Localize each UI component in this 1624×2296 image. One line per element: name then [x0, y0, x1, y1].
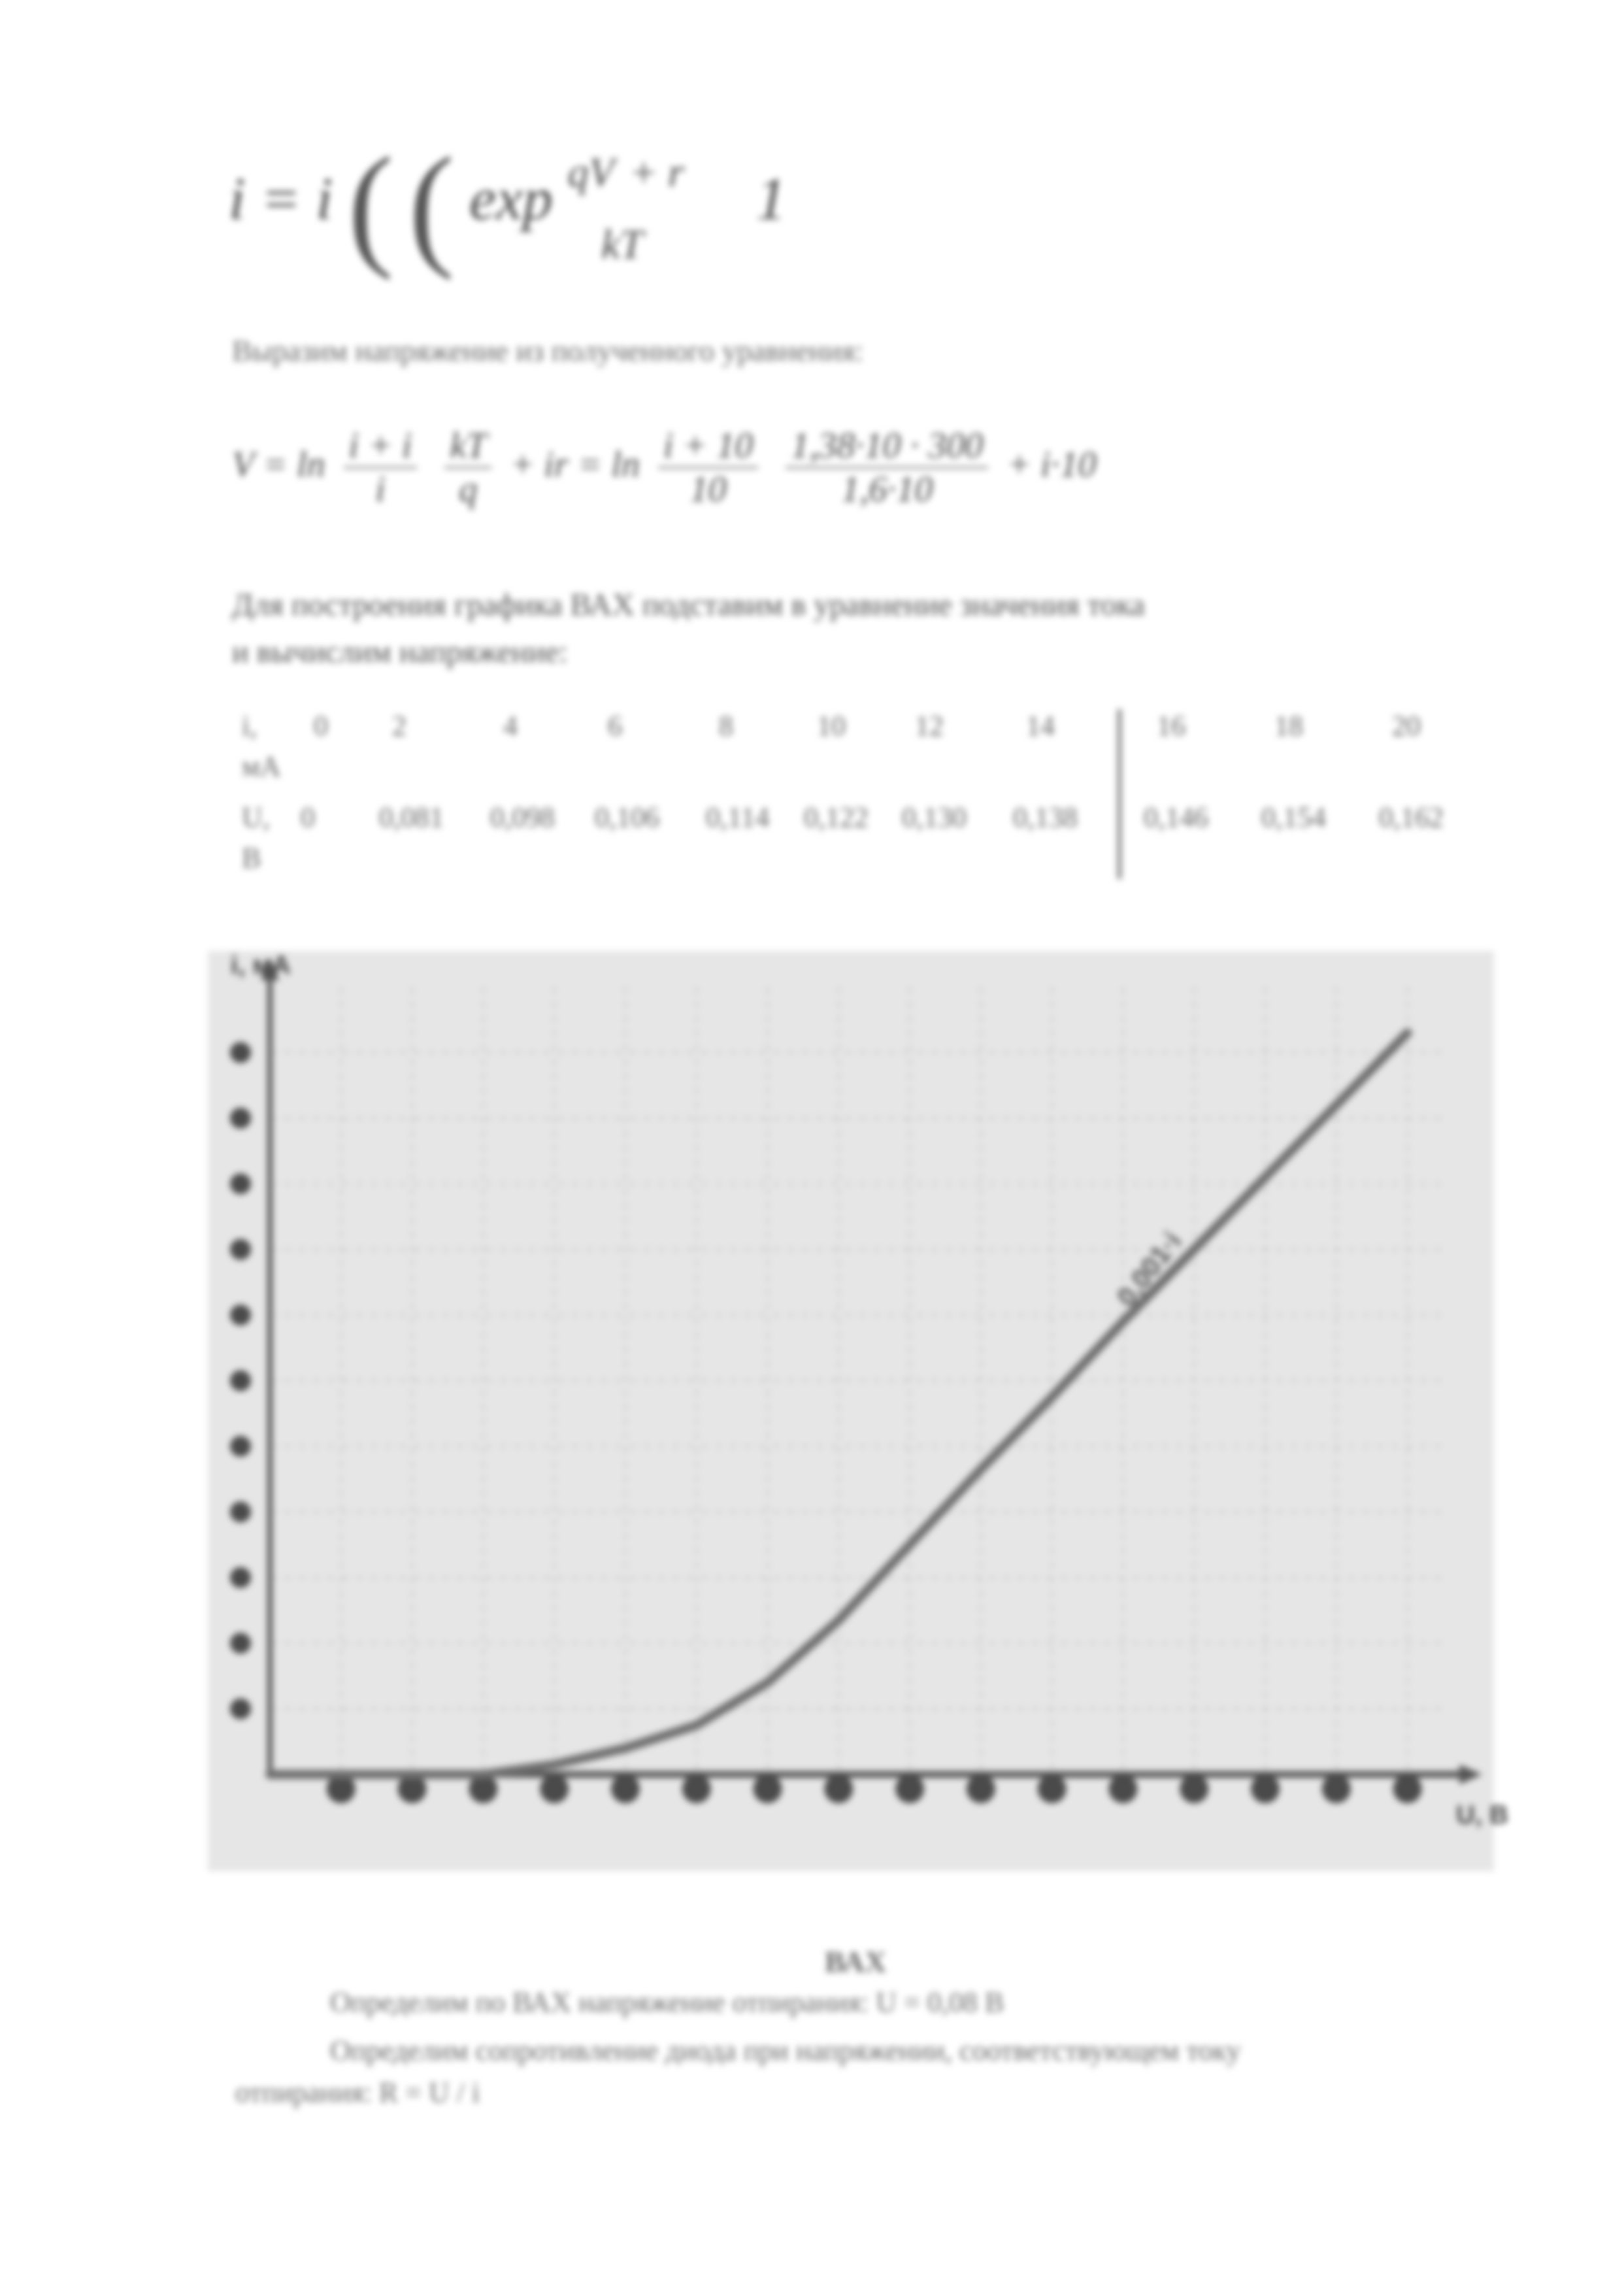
fraction-2-denominator: q: [459, 469, 478, 510]
x-tick-marker: [1322, 1774, 1351, 1803]
y-tick-marker: [230, 1699, 251, 1720]
table-cell-voltage: 0,146: [1144, 801, 1208, 833]
iv-data-point: [266, 1771, 274, 1778]
iv-data-point: [1119, 1318, 1127, 1325]
iv-data-point: [1404, 1029, 1412, 1037]
table-cell-voltage: 0,098: [490, 801, 555, 833]
formula-exp-denominator: kT: [601, 221, 643, 268]
iv-data-point: [337, 1771, 345, 1778]
formula2-lhs: V = ln: [232, 444, 325, 485]
formula-exp-numerator: qV: [567, 149, 614, 196]
curve-label: 0,001·i: [1110, 1225, 1187, 1312]
y-tick-marker: [230, 1108, 251, 1129]
y-tick-marker: [230, 1173, 251, 1194]
iv-data-point: [693, 1722, 701, 1729]
table-cell-voltage: 0: [301, 801, 315, 833]
formula-exp-rhs: + r: [629, 149, 684, 196]
table-row-2-unit: В: [242, 842, 261, 874]
iv-data-point: [906, 1541, 914, 1549]
table-cell-current: 10: [817, 710, 846, 742]
x-axis-label: U, В: [1456, 1801, 1508, 1829]
x-tick-marker: [1038, 1774, 1067, 1803]
table-cell-voltage: 0,138: [1013, 801, 1078, 833]
y-axis-label: i, мА: [231, 951, 291, 980]
x-tick-marker: [682, 1774, 711, 1803]
chart-caption: ВАХ: [825, 1945, 887, 1978]
formula-minus-one: 1: [755, 165, 786, 233]
table-row-1-label: i,: [242, 710, 257, 742]
formula2-mid: + ir = ln: [510, 444, 640, 485]
x-tick-marker: [1251, 1774, 1280, 1803]
iv-data-point: [835, 1616, 842, 1624]
table-cell-current: 20: [1392, 710, 1421, 742]
iv-data-point: [1190, 1246, 1198, 1254]
x-tick-marker: [1108, 1774, 1137, 1803]
iv-data-point: [408, 1771, 416, 1778]
table-cell-voltage: 0,162: [1379, 801, 1444, 833]
table-cell-current: 6: [608, 710, 622, 742]
iv-data-point: [764, 1678, 772, 1686]
iv-data-point: [977, 1465, 985, 1473]
table-cell-current: 2: [392, 710, 406, 742]
table-cell-current: 18: [1274, 710, 1303, 742]
fraction-2-numerator: kT: [444, 425, 491, 469]
table-cell-voltage: 0,154: [1261, 801, 1326, 833]
iv-data-point: [479, 1771, 487, 1778]
y-tick-marker: [230, 1371, 251, 1391]
intro-text: Выразим напряжение из полученного уравнения:: [232, 334, 863, 367]
fraction-1: [344, 425, 418, 511]
bottom-line-3: отпирания: R = U / i: [235, 2076, 480, 2108]
fraction-4: [786, 425, 988, 511]
fraction-4-denominator: 1,6·10: [841, 469, 933, 510]
table-row-1-unit: мА: [242, 750, 281, 782]
iv-chart-svg: [208, 951, 1508, 1871]
fraction-1-numerator: i + i: [344, 425, 418, 469]
formula-voltage: [232, 425, 1097, 511]
formula2-tail: + i·10: [1006, 444, 1097, 485]
formula-exp: exp: [469, 165, 553, 233]
bottom-line-2: Определим сопротивление диода при напряжении, соответствующем току: [330, 2035, 1241, 2067]
fraction-1-denominator: i: [375, 469, 386, 510]
x-tick-marker: [540, 1774, 569, 1803]
paragraph-line-2: и вычислим напряжение:: [232, 635, 568, 669]
fraction-3-numerator: i + 10: [658, 425, 758, 469]
chart-background: [208, 951, 1494, 1871]
y-tick-marker: [230, 1042, 251, 1063]
data-table: [242, 709, 1444, 879]
fraction-2: [444, 425, 491, 511]
fraction-3-denominator: 10: [689, 469, 727, 510]
table-cell-current: 14: [1026, 710, 1055, 742]
table-cell-voltage: 0,114: [706, 801, 770, 833]
fraction-4-numerator: 1,38·10 · 300: [786, 425, 988, 469]
x-tick-marker: [611, 1774, 640, 1803]
big-paren-open-inner: (: [408, 129, 455, 281]
table-cell-current: 4: [503, 710, 518, 742]
x-tick-marker: [1180, 1774, 1208, 1803]
x-tick-marker: [967, 1774, 995, 1803]
iv-data-point: [1261, 1173, 1269, 1181]
table-cell-current: 12: [915, 710, 944, 742]
table-cell-current: 8: [719, 710, 733, 742]
table-row-2-label: U,: [242, 801, 270, 833]
y-tick-marker: [230, 1305, 251, 1325]
y-tick-marker: [230, 1501, 251, 1522]
y-tick-marker: [230, 1633, 251, 1654]
iv-data-point: [1333, 1101, 1340, 1109]
y-tick-marker: [230, 1239, 251, 1260]
x-tick-marker: [824, 1774, 853, 1803]
paragraph-line-1: Для построения графика ВАХ подставим в уравнение значения тока: [232, 588, 1145, 622]
table-cell-current: 16: [1157, 710, 1185, 742]
y-tick-marker: [230, 1436, 251, 1457]
y-tick-marker: [230, 1567, 251, 1588]
iv-data-point: [550, 1761, 558, 1769]
table-separator: [1118, 709, 1121, 879]
fraction-3: [658, 425, 758, 511]
table-cell-voltage: 0,122: [804, 801, 869, 833]
big-paren-open: (: [348, 129, 394, 281]
table-cell-current: 0: [314, 710, 328, 742]
formula-diode-equation: [229, 129, 786, 281]
iv-data-point: [621, 1744, 629, 1752]
table-cell-voltage: 0,081: [379, 801, 444, 833]
x-tick-marker: [754, 1774, 782, 1803]
iv-chart: [208, 951, 1508, 1871]
bottom-line-1: Определим по ВАХ напряжение отпирания: U = 0,08 В: [330, 1986, 1004, 2018]
iv-data-point: [1048, 1393, 1056, 1401]
table-cell-voltage: 0,130: [902, 801, 967, 833]
formula-lhs: i = i: [229, 165, 333, 233]
x-tick-marker: [1393, 1774, 1422, 1803]
table-cell-voltage: 0,106: [595, 801, 659, 833]
x-tick-marker: [895, 1774, 924, 1803]
